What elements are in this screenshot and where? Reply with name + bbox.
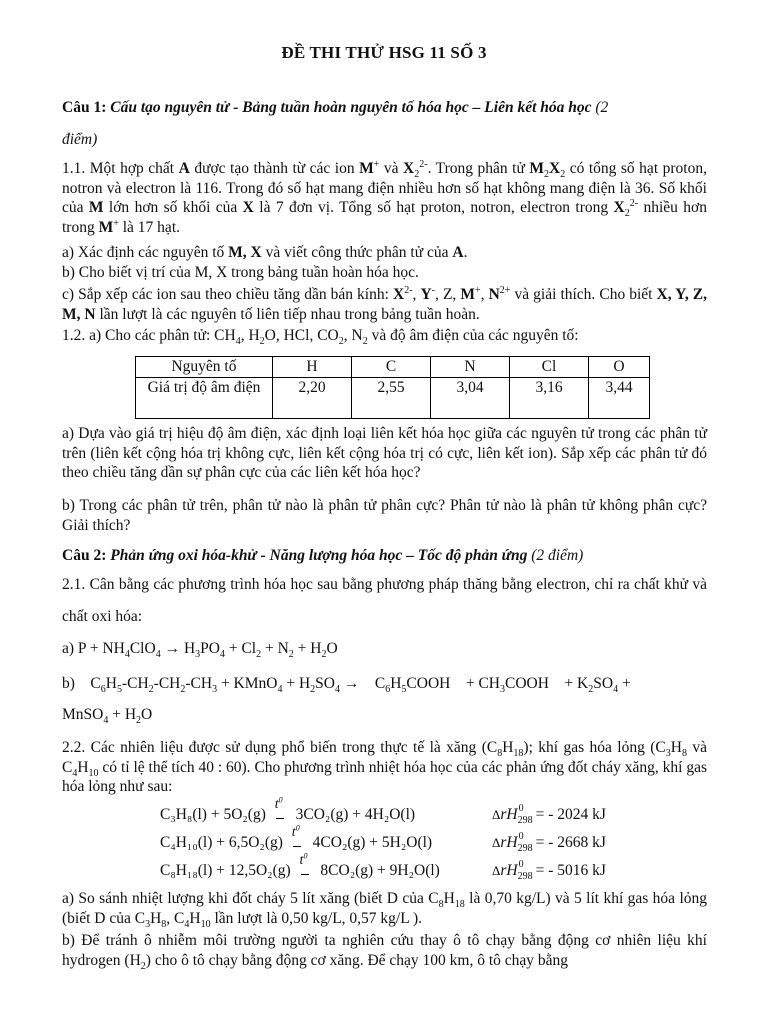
- subscript: 8: [497, 748, 503, 760]
- table-header-cell: H: [273, 357, 352, 378]
- bold-text: M, X: [228, 244, 262, 261]
- text: COOH + CH: [406, 675, 500, 692]
- text: là 0,70 kg/L) và 5 lít khí gas hóa lỏng (biết D của C: [62, 890, 707, 927]
- text: có tổng số hạt proton, notron và electron là 116. Trong đó số hạt mang điện nhiều hơn số hạt không mang điện là 36. Số khối của: [62, 160, 707, 216]
- subscript: 2: [588, 684, 594, 696]
- t-symbol: t: [291, 825, 296, 840]
- subscript: 2: [288, 649, 294, 661]
- rh: rH: [500, 806, 518, 823]
- subscript: 4: [103, 715, 109, 727]
- subscript: 2: [140, 960, 146, 972]
- subscript: 18: [454, 899, 465, 911]
- text: a) So sánh nhiệt lượng khi đốt cháy 5 lít xăng (biết D của C: [62, 890, 439, 907]
- table-header-cell: N: [431, 357, 510, 378]
- subscript: 6: [385, 684, 391, 696]
- bold-text: A: [452, 244, 464, 261]
- subscript: 2: [310, 684, 316, 696]
- t-degree: 0: [278, 795, 283, 805]
- text: + H: [293, 640, 322, 657]
- equation-b-line-2: [62, 706, 707, 727]
- ion-x2: X: [403, 160, 415, 177]
- subscript: 4: [335, 684, 340, 696]
- text: , C: [166, 909, 185, 927]
- table-cell: 3,04: [431, 378, 510, 419]
- text: H: [105, 675, 117, 692]
- subscript: 8: [681, 748, 687, 760]
- text: có tỉ lệ thể tích 40 : 60). Cho phương trình nhiệt hóa học của các phản ứng đốt cháy xăng, khí gas hóa lỏng như sau:: [62, 758, 707, 795]
- charge: +: [113, 217, 119, 229]
- subscript: 4: [277, 684, 283, 696]
- text: 1.2. a) Cho các phân tử: CH: [62, 327, 236, 344]
- question-1-heading: [62, 92, 707, 156]
- paragraph-1-1-a: [62, 243, 707, 263]
- paragraph-2-1: 2.1. Cân bằng các phương trình hóa học sau bằng phương pháp thăng bằng electron, chỉ ra chất khử và chất oxi hóa:: [62, 576, 707, 625]
- text: +: [618, 675, 631, 692]
- text: ClO: [129, 640, 156, 657]
- table-header-row: [136, 357, 650, 378]
- subscript: 2: [256, 649, 262, 661]
- thermo-rhs: 4CO₂(g) + 5H₂O(l): [312, 834, 433, 851]
- paragraph-1-2-b: b) Trong các phân tử trên, phân tử nào là phân tử phân cực? Phân tử nào là phân tử không phân cực? Giải thích?: [62, 497, 707, 534]
- enthalpy-value: = - 2024 kJ: [535, 806, 606, 823]
- subscript: 5: [116, 684, 122, 696]
- thermo-rhs: 8CO₂(g) + 9H₂O(l): [320, 862, 440, 879]
- text: là 7 đơn vị. Tổng số hạt proton, notron, electron trong: [253, 199, 614, 216]
- formula-m: M: [529, 160, 544, 177]
- heat-arrow-icon: [287, 823, 309, 852]
- subscript: 8: [438, 899, 444, 911]
- subscript: 3: [195, 649, 201, 661]
- text: → H: [160, 640, 196, 657]
- text: MnSO: [62, 706, 104, 723]
- paragraph-2-2-a: [62, 889, 707, 928]
- text: 2.2. Các nhiên liệu được sử dụng phổ biến trong thực tế là xăng (C: [62, 739, 498, 756]
- text: ,: [412, 286, 421, 303]
- subscript: 4: [235, 336, 241, 348]
- text: a) Xác định các nguyên tố: [62, 244, 229, 261]
- text: H: [189, 909, 201, 927]
- subscript: 4: [124, 649, 130, 661]
- subscript: 2: [624, 208, 630, 220]
- charge: -: [431, 284, 436, 296]
- subscript: 4: [219, 649, 225, 661]
- table-cell: 3,44: [589, 378, 650, 419]
- question-2-heading: [62, 546, 707, 566]
- text: ); khí gas hóa lỏng (C: [523, 739, 666, 756]
- subscript: 2: [259, 336, 265, 348]
- text: , N: [343, 327, 363, 344]
- text: O, HCl, CO: [264, 327, 339, 344]
- text: được tạo thành từ các ion: [189, 160, 360, 177]
- subscript: 2: [321, 649, 327, 661]
- thermo-equation: [160, 795, 640, 827]
- paragraph-1-2: [62, 326, 707, 346]
- subscript: 4: [72, 767, 78, 779]
- text: .: [463, 244, 468, 261]
- text: -CH: [153, 675, 181, 692]
- ion-m: M: [98, 218, 114, 236]
- text: + N: [261, 640, 289, 657]
- enthalpy: ΔrH 0 298 = - 2668 kJ: [492, 831, 606, 855]
- question-2-topic: Phản ứng oxi hóa-khử - Năng lượng hóa học – Tốc độ phản ứng: [110, 547, 528, 564]
- subscript: 8: [161, 918, 167, 930]
- text: → C: [340, 675, 386, 692]
- thermo-equation: [160, 851, 640, 883]
- text: -CH: [185, 675, 213, 692]
- text: a) P + NH: [62, 640, 125, 657]
- heat-arrow-icon: [270, 795, 292, 824]
- ion: X: [392, 286, 405, 303]
- subscript: 18: [513, 748, 524, 760]
- thermo-equation: [160, 823, 640, 855]
- t-symbol: t: [299, 853, 304, 868]
- thermo-rhs: 3CO₂(g) + 4H₂O(l): [295, 806, 416, 823]
- text: , H: [240, 327, 260, 344]
- subscript: 3: [665, 748, 671, 760]
- subscript: 2: [544, 169, 549, 181]
- subscript: 2: [148, 684, 154, 696]
- table-header-cell: C: [352, 357, 431, 378]
- text: + H: [282, 675, 311, 692]
- text: 1.1. Một hợp chất: [62, 160, 179, 177]
- thermo-lhs: C₄H₁₀(l) + 6,5O₂(g): [160, 834, 283, 851]
- question-2-label: Câu 2:: [62, 547, 107, 564]
- t-degree: 0: [295, 823, 300, 833]
- charge: +: [474, 284, 481, 296]
- ion: M: [460, 286, 475, 303]
- subscript: 4: [613, 684, 619, 696]
- page-title: ĐỀ THI THỬ HSG 11 SỐ 3: [281, 43, 487, 62]
- text: H: [443, 890, 455, 907]
- charge: 2-: [419, 158, 428, 170]
- text: H: [670, 739, 682, 756]
- text: là 17 hạt.: [118, 218, 180, 236]
- thermo-lhs: C₃H₈(l) + 5O₂(g): [160, 806, 266, 823]
- text: ,: [480, 286, 489, 303]
- paragraph-2-2: [62, 738, 707, 797]
- ion: N: [488, 286, 500, 303]
- equation-b: [62, 675, 707, 696]
- element-m: M: [88, 199, 104, 216]
- text: PO: [200, 640, 220, 657]
- enthalpy-value: = - 5016 kJ: [535, 862, 606, 879]
- charge: 2-: [629, 197, 639, 209]
- text: H: [77, 758, 89, 776]
- text: H: [502, 739, 514, 756]
- text: ) cho ô tô chạy bằng động cơ xăng. Để chạy 100 km, ô tô chạy bằng: [145, 951, 569, 969]
- formula-x: X: [549, 160, 561, 177]
- text: SO: [315, 675, 335, 692]
- thermo-lhs: C₈H₁₈(l) + 12,5O₂(g): [160, 862, 291, 879]
- text: -CH: [121, 675, 149, 692]
- text: và giải thích. Cho biết: [510, 286, 657, 303]
- subscript: 4: [155, 649, 161, 661]
- text: H: [390, 675, 402, 692]
- compound-a: A: [178, 160, 190, 177]
- text: và C: [62, 739, 707, 776]
- text: c) Sắp xếp các ion sau theo chiều tăng dần bán kính:: [62, 286, 393, 303]
- rh: rH: [500, 834, 518, 851]
- t-degree: 0: [303, 851, 308, 861]
- text: lần lượt là các nguyên tố liên tiếp nhau trong bảng tuần hoàn.: [95, 305, 480, 323]
- subscript: 3: [145, 918, 151, 930]
- subscript: 2: [180, 684, 186, 696]
- delta: Δ: [492, 807, 501, 822]
- text: lần lượt là 0,50 kg/L, 0,57 kg/L ).: [210, 909, 423, 927]
- question-1-topic: Cấu tạo nguyên tử - Bảng tuần hoàn nguyên tố hóa học – Liên kết hóa học: [110, 99, 592, 116]
- text: và độ âm điện của các nguyên tố:: [367, 327, 579, 344]
- electronegativity-table: [135, 356, 650, 419]
- text: và: [379, 160, 404, 177]
- text: lớn hơn số khối của: [103, 199, 243, 216]
- subscript: 6: [100, 684, 106, 696]
- subscript: 4: [184, 918, 190, 930]
- text: nhiều hơn trong: [62, 199, 707, 236]
- ion: Y: [420, 286, 432, 303]
- enthalpy-value: = - 2668 kJ: [535, 834, 606, 851]
- subscript: 2: [362, 336, 368, 348]
- subscript: 2: [338, 336, 344, 348]
- table-cell: 3,16: [510, 378, 589, 419]
- element-x: X: [242, 199, 254, 216]
- subscript: 2: [560, 169, 566, 181]
- text: + KMnO: [217, 675, 278, 692]
- paragraph-1-1-c: [62, 285, 707, 324]
- paragraph-2-2-b: [62, 931, 707, 970]
- heat-arrow-icon: [295, 851, 317, 880]
- text: + Cl: [224, 640, 257, 657]
- text: . Trong phân tử: [427, 160, 530, 177]
- text: + H: [108, 706, 137, 723]
- text: và viết công thức phân tử của: [261, 244, 453, 261]
- rh: rH: [500, 862, 518, 879]
- text: b) Để tránh ô nhiễm môi trường người ta nghiên cứu thay ô tô chạy bằng động cơ nhiên liệu khí hydrogen (H: [62, 932, 707, 969]
- subscript: 2: [136, 715, 142, 727]
- subscript: 10: [200, 918, 211, 930]
- ion-x2: X: [613, 199, 625, 216]
- ion-m: M: [359, 160, 374, 177]
- table-header-cell: Cl: [510, 357, 589, 378]
- paragraph-1-1-b: b) Cho biết vị trí của M, X trong bảng tuần hoàn hóa học.: [62, 264, 419, 281]
- table-cell: Giá trị độ âm điện: [136, 378, 273, 419]
- enthalpy: ΔrH 0 298 = - 2024 kJ: [492, 803, 606, 827]
- table-cell: 2,55: [352, 378, 431, 419]
- subscript: 10: [88, 767, 99, 779]
- delta: Δ: [492, 835, 501, 850]
- text: O: [326, 640, 338, 657]
- question-1-points: (2: [595, 99, 609, 116]
- text: b) C: [62, 675, 101, 692]
- text: SO: [593, 675, 614, 692]
- question-1-label: Câu 1:: [62, 99, 107, 116]
- table-cell: 2,20: [273, 378, 352, 419]
- subscript: 3: [212, 684, 218, 696]
- text: , Z,: [435, 286, 461, 303]
- charge: 2+: [499, 284, 511, 296]
- enthalpy: ΔrH 0 298 = - 5016 kJ: [492, 859, 606, 883]
- text: COOH + K: [505, 675, 589, 692]
- question-2-points: (2 điểm): [531, 547, 584, 564]
- text: O: [141, 706, 153, 723]
- table-header-cell: O: [589, 357, 650, 378]
- question-1-points-cont: điểm): [62, 131, 98, 148]
- delta: Δ: [492, 863, 501, 878]
- subscript: 5: [401, 684, 407, 696]
- charge: 2-: [404, 284, 413, 296]
- table-header-cell: Nguyên tố: [136, 357, 273, 378]
- t-symbol: t: [274, 797, 279, 812]
- paragraph-1-1: [62, 159, 707, 237]
- subscript: 3: [500, 684, 505, 696]
- subscript: 2: [414, 169, 420, 181]
- paragraph-1-2-a: a) Dựa vào giá trị hiệu độ âm điện, xác định loại liên kết hóa học giữa các nguyên tử trong các phân tử trên (liên kết cộng hóa trị không cực, liên kết cộng hóa trị có cực, liên kết ion). Sắp xếp các phân tử đó theo chiều tăng dần sự phân cực của các liên kết hóa học?: [62, 425, 707, 481]
- charge: +: [373, 158, 380, 170]
- bold-text: X, Y, Z, M, N: [62, 286, 708, 323]
- equation-a: [62, 640, 707, 661]
- table-row: [136, 378, 650, 419]
- text: H: [150, 909, 162, 927]
